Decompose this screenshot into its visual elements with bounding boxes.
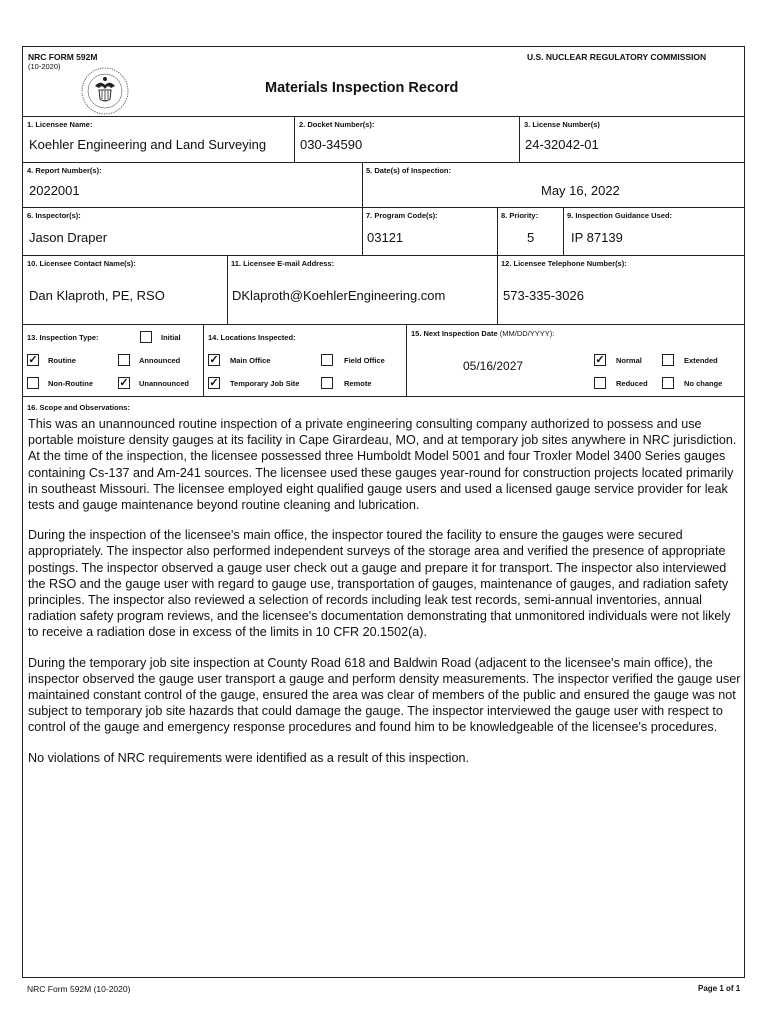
phone-label: 12. Licensee Telephone Number(s): xyxy=(501,259,627,268)
next-inspection-date: 05/16/2027 xyxy=(463,359,524,373)
extended-checkbox[interactable] xyxy=(662,354,674,366)
temporary-job-site-label: Temporary Job Site xyxy=(230,379,300,388)
contact-name-value: Dan Klaproth, PE, RSO xyxy=(29,288,165,303)
footer-page-number: Page 1 of 1 xyxy=(698,984,741,993)
normal-checkbox[interactable]: ✓ xyxy=(595,354,605,366)
scope-paragraph: During the temporary job site inspection at County Road 618 and Baldwin Road (adjacent to the licensee's main office), the inspector observed the gauge user transport a gauge and perform density measurements. The inspector verified the gauge user maintained constant control of the gauge, ensured the area was clear of members of the public and ensured the gauge was not subject to temporary job site hazards that could damage the gauge. The inspector interviewed the gauge user with respect to control of the gauge and emergency response procedures and found him to be knowledgeable of the licensee's procedures. xyxy=(28,655,741,735)
announced-checkbox[interactable] xyxy=(118,354,130,366)
next-inspection-label xyxy=(411,329,554,338)
no-change-checkbox[interactable] xyxy=(662,377,674,389)
no-change-label: No change xyxy=(684,379,723,388)
email-value: DKlaproth@KoehlerEngineering.com xyxy=(232,288,446,303)
unannounced-label: Unannounced xyxy=(139,379,189,388)
field-office-checkbox[interactable] xyxy=(321,354,333,366)
agency-name: U.S. NUCLEAR REGULATORY COMMISSION xyxy=(527,52,707,62)
docket-number-label: 2. Docket Number(s): xyxy=(299,120,375,129)
field-office-label: Field Office xyxy=(344,356,385,365)
inspection-type-label: 13. Inspection Type: xyxy=(27,333,99,342)
scope-label: 16. Scope and Observations: xyxy=(27,403,130,412)
inspectors-label: 6. Inspector(s): xyxy=(27,211,81,220)
license-number-label: 3. License Number(s) xyxy=(524,120,600,129)
footer-form-id: NRC Form 592M (10-2020) xyxy=(27,984,131,994)
licensee-name-label: 1. Licensee Name: xyxy=(27,120,93,129)
initial-label: Initial xyxy=(161,333,181,342)
guidance-value: IP 87139 xyxy=(571,230,623,245)
remote-label: Remote xyxy=(344,379,372,388)
form-revision: (10-2020) xyxy=(28,62,61,71)
next-inspection-label-text: 15. Next Inspection Date xyxy=(411,329,498,338)
routine-label: Routine xyxy=(48,356,76,365)
inspection-dates-label: 5. Date(s) of Inspection: xyxy=(366,166,452,175)
main-office-checkbox[interactable]: ✓ xyxy=(209,354,219,366)
license-number-value: 24-32042-01 xyxy=(525,137,599,152)
scope-text xyxy=(28,416,742,780)
report-number-value: 2022001 xyxy=(29,183,80,198)
scope-paragraph: No violations of NRC requirements were identified as a result of this inspection. xyxy=(28,750,469,765)
phone-value: 573-335-3026 xyxy=(503,288,584,303)
scope-paragraph: During the inspection of the licensee's main office, the inspector toured the facility to ensure the gauges were secured appropriately. The inspector also performed independent surveys of the storage area and verified the presence of appropriate postings. The inspector observed a gauge user check out a gauge and prepare it for transport. The inspector also interviewed the RSO and the gauge user with regard to gauge use, transportation of gauges, maintenance of gauges, and radiation safety principles. The inspector also reviewed a selection of records including leak test records, semi-annual inventories, annual radiation safety program reviews, and the licensee's documentation demonstrating that unmonitored individuals were not likely to receive a radiation dose in excess of the limits in 10 CFR 20.1502(a). xyxy=(28,528,731,640)
program-code-value: 03121 xyxy=(367,230,404,245)
locations-label: 14. Locations Inspected: xyxy=(208,333,296,342)
remote-checkbox[interactable] xyxy=(321,377,333,389)
reduced-checkbox[interactable] xyxy=(594,377,606,389)
date-format-hint: (MM/DD/YYYY): xyxy=(499,329,555,338)
inspectors-value: Jason Draper xyxy=(29,230,108,245)
docket-number-value: 030-34590 xyxy=(300,137,363,152)
extended-label: Extended xyxy=(684,356,718,365)
main-office-label: Main Office xyxy=(230,356,271,365)
page-title: Materials Inspection Record xyxy=(265,80,459,96)
non-routine-label: Non-Routine xyxy=(48,379,93,388)
reduced-label: Reduced xyxy=(616,379,648,388)
program-code-label: 7. Program Code(s): xyxy=(366,211,438,220)
temporary-job-site-checkbox[interactable]: ✓ xyxy=(209,377,219,389)
initial-checkbox[interactable] xyxy=(140,331,152,343)
priority-value: 5 xyxy=(527,230,535,245)
routine-checkbox[interactable]: ✓ xyxy=(28,354,38,366)
report-number-label: 4. Report Number(s): xyxy=(27,166,102,175)
form-name: NRC FORM 592M xyxy=(28,52,98,62)
normal-label: Normal xyxy=(616,356,642,365)
non-routine-checkbox[interactable] xyxy=(27,377,39,389)
email-label: 11. Licensee E-mail Address: xyxy=(231,259,335,268)
priority-label: 8. Priority: xyxy=(501,211,539,220)
guidance-label: 9. Inspection Guidance Used: xyxy=(567,211,673,220)
scope-paragraph: This was an unannounced routine inspection of a private engineering consulting company authorized to possess and use portable moisture density gauges at its facility in Cape Girardeau, MO, and at temporary job sites anywhere in NRC jurisdiction. At the time of the inspection, the licensee possessed three Humboldt Model 5001 and four Troxler Model 3400 Series gauges containing Cs-137 and Am-241 sources. The licensee used these gauges year-round for construction projects located primarily in southeast Missouri. The licensee employed eight qualified gauge users and used a licensed gauge service provider for leak tests and gauge maintenance beyond routine cleaning and lubrication. xyxy=(28,417,737,513)
licensee-name-value: Koehler Engineering and Land Surveying xyxy=(29,137,267,152)
unannounced-checkbox[interactable]: ✓ xyxy=(119,377,129,389)
announced-label: Announced xyxy=(139,356,181,365)
inspection-dates-value: May 16, 2022 xyxy=(541,183,620,198)
contact-name-label: 10. Licensee Contact Name(s): xyxy=(27,259,136,268)
